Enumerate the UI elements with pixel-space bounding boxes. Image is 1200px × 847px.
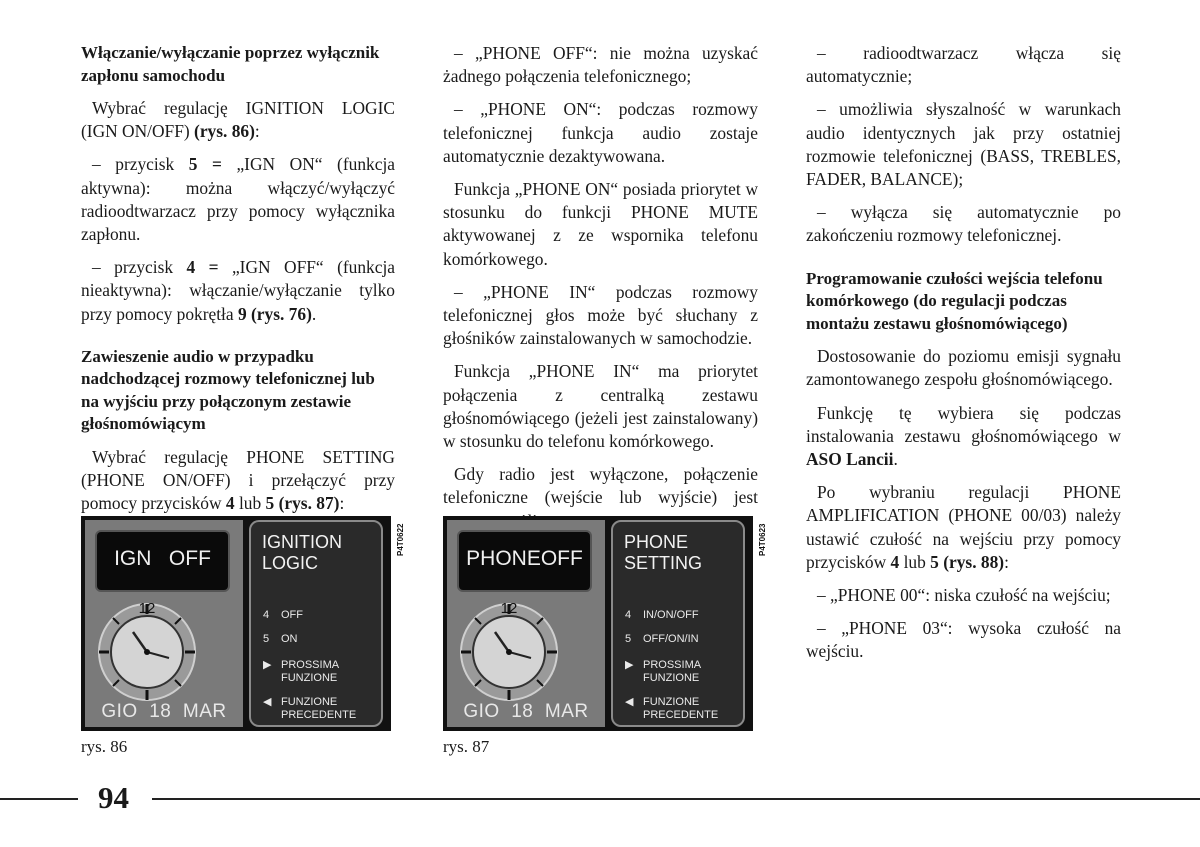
list-item: – „PHONE 03“: wysoka czułość na wejściu. — [806, 618, 1121, 662]
date-readout: GIO 18 MAR — [101, 701, 227, 722]
menu-title: IGNITION LOGIC — [262, 532, 342, 573]
clock-12-label: 12 — [138, 600, 156, 617]
arrow-right-icon: ▶ — [625, 659, 634, 671]
list-item: – wyłącza się automatycznie po zakończeniu rozmowy telefonicznej. — [806, 202, 1121, 246]
section-heading-sensitivity: Programowanie czułości wejścia telefonu komórkowego (do regulacji podczas montażu zestawu głośnomówiącego) — [806, 268, 1103, 333]
date-readout: GIO 18 MAR — [463, 701, 589, 722]
column-1 — [81, 42, 395, 525]
clock-12-label: 12 — [500, 600, 518, 617]
paragraph: Dostosowanie do poziomu emisji sygnału zamontowanego zespołu głośnomówiącego. — [806, 346, 1121, 390]
menu-option-5: 5 OFF/ON/IN — [625, 633, 699, 645]
arrow-left-icon: ◀ — [625, 696, 634, 708]
menu-title: PHONE SETTING — [624, 532, 703, 573]
list-item: – „PHONE 00“: niska czułość na wejściu; — [817, 584, 1111, 605]
menu-option-4: 4 IN/ON/OFF — [625, 609, 699, 621]
menu-panel — [249, 520, 383, 727]
figure-code: P4T0623 — [758, 523, 767, 556]
page-number: 94 — [98, 780, 129, 815]
footer-rule-left — [0, 798, 78, 800]
clock-icon — [85, 598, 243, 706]
footer-rule-right — [152, 798, 1200, 800]
menu-previous-function: ◀ FUNZIONE PRECEDENTE — [625, 696, 719, 721]
figure-reference[interactable]: (rys. 86) — [194, 121, 255, 142]
list-item: – przycisk 5 = „IGN ON“ (funkcja aktywna): można włączyć/wyłączyć radioodtwarzacz przy pomocy wyłącznika zapłonu. — [81, 154, 395, 245]
arrow-left-icon: ◀ — [263, 696, 272, 708]
menu-option-4: 4 OFF — [263, 609, 303, 621]
list-item: – umożliwia słyszalność w warunkach audio identycznych jak przy ostatniej rozmowie telefonicznej (BASS, TREBLES, FADER, BALANCE); — [806, 99, 1121, 190]
menu-next-function: ▶ PROSSIMA FUNZIONE — [625, 659, 702, 684]
list-item: – radioodtwarzacz włącza się automatycznie; — [806, 43, 1121, 87]
arrow-right-icon: ▶ — [263, 659, 272, 671]
figure-86-display — [81, 516, 391, 731]
paragraph: Funkcję tę wybiera się podczas instalowania zestawu głośnomówiącego w ASO Lancii. — [806, 402, 1121, 469]
lcd-readout: IGN OFF — [95, 530, 230, 592]
menu-previous-function: ◀ FUNZIONE PRECEDENTE — [263, 696, 357, 721]
menu-option-5: 5 ON — [263, 633, 298, 645]
figure-code: P4T0622 — [396, 523, 405, 556]
clock-icon — [447, 598, 605, 706]
figure-reference[interactable]: (rys. 88) — [943, 551, 1005, 572]
paragraph: Wybrać regulację PHONE SETTING (PHONE ON/OFF) i przełączyć przy pomocy przycisków 4 lub 5 (rys. 87): — [81, 446, 395, 514]
paragraph: Wybrać regulację IGNITION LOGIC (IGN ON/OFF) (rys. 86): — [81, 98, 395, 142]
display-left-panel — [447, 520, 605, 727]
column-3 — [806, 42, 1121, 674]
figure-caption: rys. 87 — [443, 737, 490, 756]
paragraph: Funkcja „PHONE ON“ posiada priorytet w stosunku do funkcji PHONE MUTE aktywowanej z ze wspornika telefonu komórkowego. — [443, 179, 758, 269]
figure-reference[interactable]: (rys. 87) — [278, 493, 340, 514]
lcd-readout: PHONEOFF — [457, 530, 592, 592]
paragraph: Po wybraniu regulacji PHONE AMPLIFICATION (PHONE 00/03) należy ustawić czułość na wejściu przy pomocy przycisków 4 lub 5 (rys. 88): — [806, 482, 1121, 572]
figure-87-display — [443, 516, 753, 731]
list-item: – „PHONE OFF“: nie można uzyskać żadnego połączenia telefonicznego; — [443, 43, 758, 87]
column-2 — [443, 42, 758, 543]
menu-next-function: ▶ PROSSIMA FUNZIONE — [263, 659, 340, 684]
paragraph: Gdy radio jest wyłączone, połączenie telefoniczne (wejście lub wyjście) jest — [443, 464, 758, 508]
display-left-panel — [85, 520, 243, 727]
paragraph: Funkcja „PHONE IN“ ma priorytet połączenia z centralką zestawu głośnomówiącego (jeżeli jest zainstalowany) w stosunku do telefonu komórkowego. — [443, 361, 758, 452]
figure-caption: rys. 86 — [81, 737, 128, 756]
section-heading-ignition: Włączanie/wyłączanie poprzez wyłącznik zapłonu samochodu — [81, 43, 380, 85]
figure-reference[interactable]: (rys. 76) — [251, 303, 312, 324]
list-item: – przycisk 4 = „IGN OFF“ (funkcja nieaktywna): włączanie/wyłączanie tylko przy pomocy pokrętła 9 (rys. 76). — [81, 257, 396, 324]
list-item: – „PHONE ON“: podczas rozmowy telefonicznej funkcja audio zostaje automatycznie dezaktywowana. — [443, 99, 758, 166]
section-heading-audio-mute: Zawieszenie audio w przypadku nadchodzącej rozmowy telefonicznej lub na wyjściu przy połączonym zestawie głośnomówiącym — [81, 346, 375, 434]
menu-panel — [611, 520, 745, 727]
list-item: – „PHONE IN“ podczas rozmowy telefonicznej głos może być słuchany z głośników zainstalowanych w samochodzie. — [443, 281, 758, 349]
